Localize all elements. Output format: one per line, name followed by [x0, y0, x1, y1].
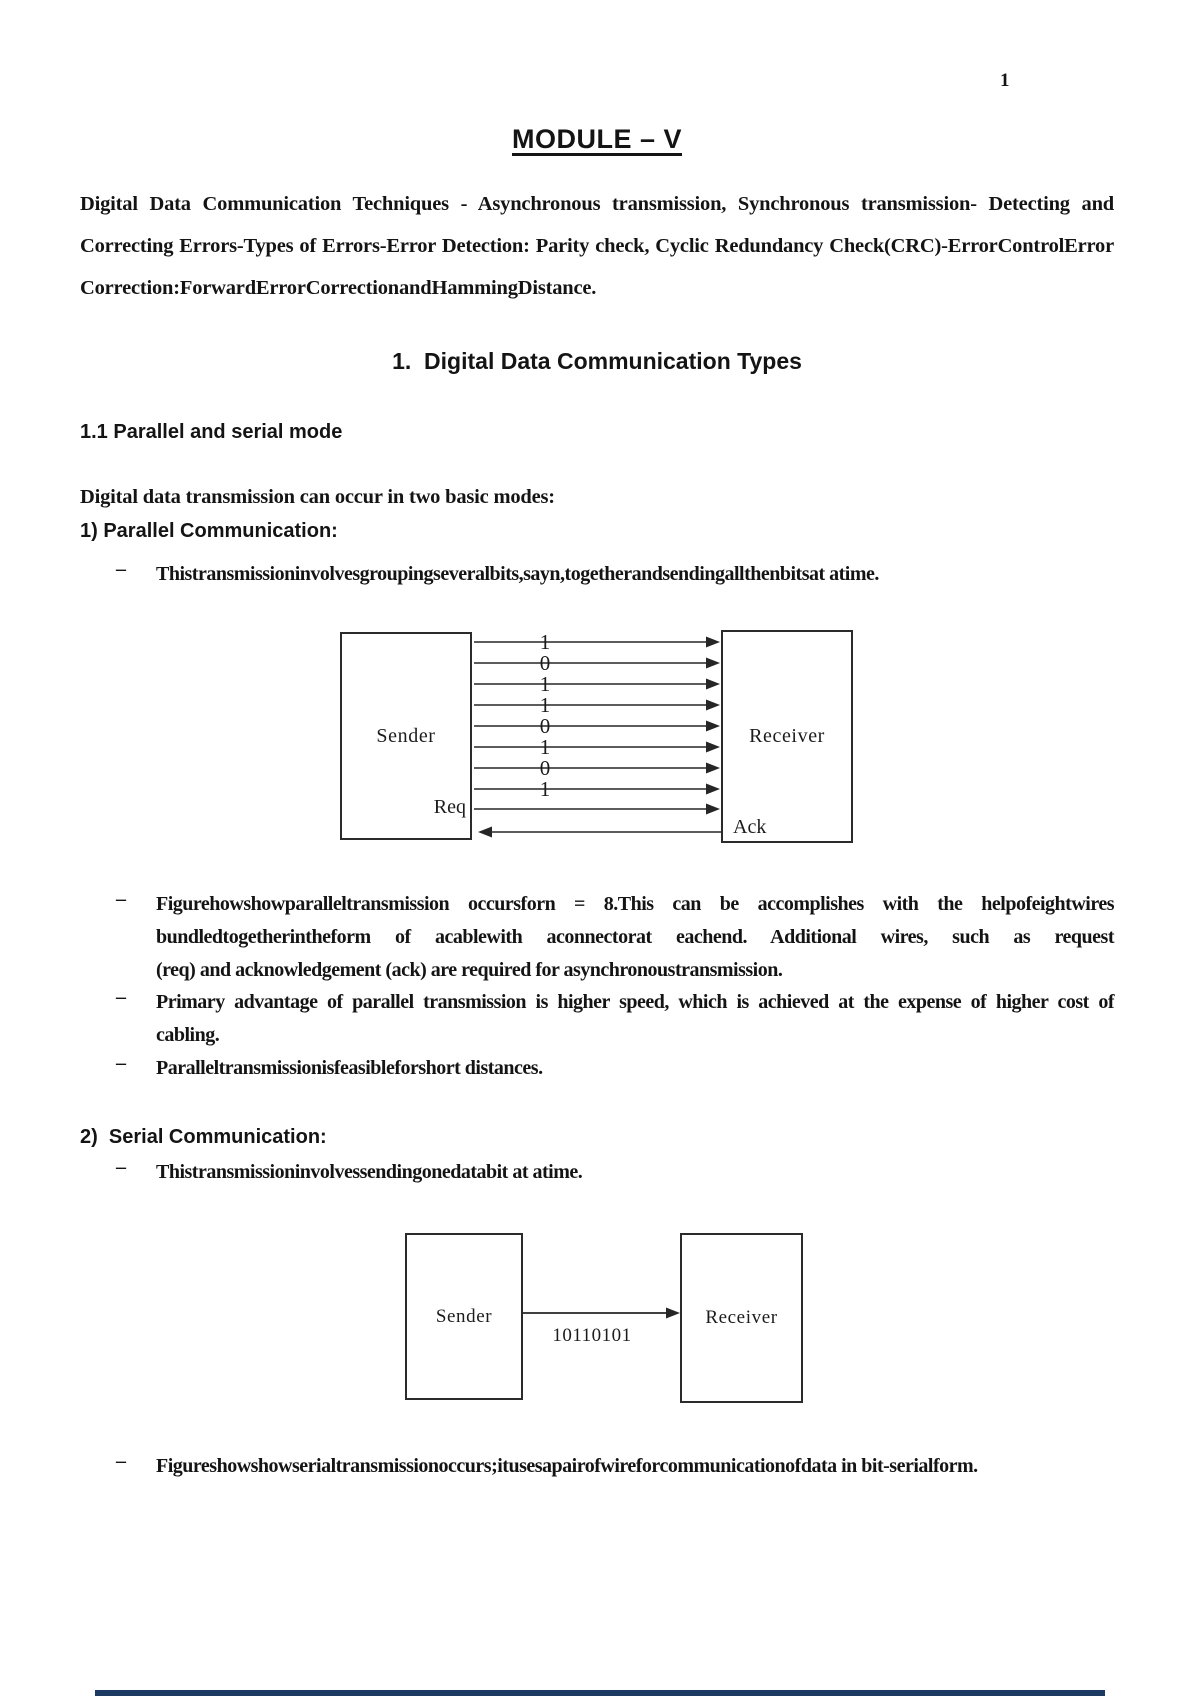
wire-bit: 1	[539, 735, 551, 759]
bullet-dash: –	[116, 558, 126, 580]
bullet-dash: –	[116, 1156, 126, 1178]
req-label: Req	[433, 796, 466, 818]
intro-line: Digital Data Communication Techniques - Asynchronous transmission, Synchronous transmission- Detecting and	[80, 193, 1114, 215]
bullet-line: Thistransmissioninvolvessendingonedatabit at atime.	[156, 1161, 583, 1183]
receiver-label: Receiver	[705, 1307, 778, 1328]
intro-line: Correcting Errors-Types of Errors-Error Detection: Parity check, Cyclic Redundancy Check(CRC)-ErrorControlError	[80, 235, 1114, 257]
parallel-wires-graphic	[472, 630, 721, 848]
wire-bit: 0	[539, 651, 551, 675]
subsection-heading: 1.1 Parallel and serial mode	[80, 421, 343, 443]
bullet-line: Thistransmissioninvolvesgroupingseveralbits,sayn,togetherandsendingallthenbitsat atime.	[156, 563, 879, 585]
bullet-line: Figurehowshowparalleltransmission occursforn = 8.This can be accomplishes with the helpofeightwires	[156, 893, 1114, 915]
bullet-line: (req) and acknowledgement (ack) are required for asynchronoustransmission.	[156, 959, 783, 981]
bullet-dash: –	[116, 1052, 126, 1074]
serial-transmission-diagram	[405, 1233, 805, 1405]
wire-bit: 0	[539, 714, 551, 738]
bullet-dash: –	[116, 986, 126, 1008]
intro-paragraph	[80, 183, 1114, 309]
intro-line: Correction:ForwardErrorCorrectionandHammingDistance.	[80, 277, 597, 299]
bullet-line: Figureshowshowserialtransmissionoccurs;itusesapairofwireforcommunicationofdata in bit-serialform.	[156, 1455, 978, 1477]
receiver-box	[721, 630, 853, 843]
parallel-heading: 1) Parallel Communication:	[80, 520, 338, 542]
ack-label: Ack	[733, 816, 767, 838]
bullet-line: Primary advantage of parallel transmission is higher speed, which is achieved at the expense of higher cost of	[156, 991, 1114, 1013]
wire-bit: 1	[539, 630, 551, 654]
page-title-text: MODULE – V	[511, 124, 683, 154]
section-heading: 1. Digital Data Communication Types	[392, 348, 802, 374]
bullet-dash: –	[116, 888, 126, 910]
page-title	[80, 124, 1114, 155]
serial-heading: 2) Serial Communication:	[80, 1126, 327, 1148]
wire-bit: 1	[539, 777, 551, 801]
sender-label: Sender	[435, 1305, 493, 1327]
sender-label: Sender	[376, 724, 436, 747]
next-page-table-edge	[95, 1690, 1105, 1696]
receiver-label: Receiver	[749, 725, 825, 747]
page-number: 1	[1000, 70, 1010, 91]
bullet-line: Paralleltransmissionisfeasibleforshort distances.	[156, 1057, 543, 1079]
wire-bit: 1	[539, 693, 551, 717]
bullet-dash: –	[116, 1450, 126, 1472]
serial-wire-graphic	[405, 1233, 805, 1405]
parallel-transmission-diagram	[340, 630, 855, 848]
bullet-line: bundledtogetherintheform of acablewith aconnectorat eachend. Additional wires, such as request	[156, 926, 1114, 948]
bullet-line: cabling.	[156, 1024, 220, 1046]
wire-bit: 0	[539, 756, 551, 780]
serial-data-bits: 10110101	[552, 1325, 632, 1346]
lead-text: Digital data transmission can occur in two basic modes:	[80, 486, 555, 508]
wire-bit: 1	[539, 672, 551, 696]
